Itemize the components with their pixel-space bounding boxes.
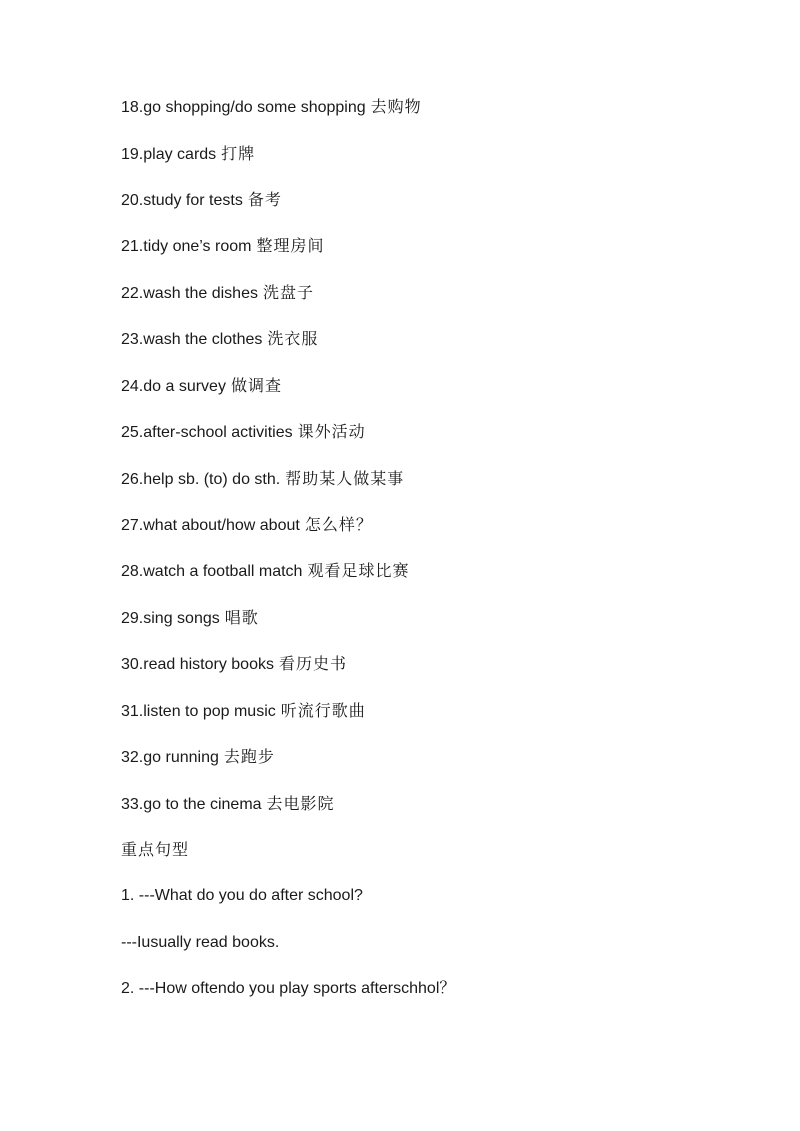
vocab-item-27 — [121, 515, 373, 536]
vocab-chinese: 怎么样？ — [304, 515, 373, 534]
vocab-english: 19.play cards — [121, 146, 217, 163]
vocab-english: 22.wash the dishes — [121, 285, 258, 302]
vocab-item-25 — [121, 422, 366, 443]
vocab-item-20 — [121, 190, 282, 211]
vocab-item-24 — [121, 376, 282, 397]
vocab-english: 23.wash the clothes — [121, 331, 263, 348]
vocab-chinese: 洗衣服 — [267, 329, 319, 348]
vocab-item-19 — [121, 144, 255, 165]
vocab-english: 29.sing songs — [121, 610, 220, 627]
vocab-chinese: 唱歌 — [224, 608, 259, 627]
vocab-english: 28.watch a football match — [121, 563, 303, 580]
vocab-chinese: 打牌 — [221, 144, 256, 163]
vocab-item-29 — [121, 608, 259, 629]
vocab-english: 31.listen to pop music — [121, 703, 276, 720]
vocab-english: 20.study for tests — [121, 192, 243, 209]
vocab-chinese: 去跑步 — [223, 747, 275, 766]
vocab-chinese: 整理房间 — [256, 236, 325, 255]
vocab-english: 30.read history books — [121, 656, 274, 673]
section-heading: 重点句型 — [121, 840, 190, 859]
vocab-chinese: 观看足球比赛 — [307, 561, 410, 580]
vocab-english: 32.go running — [121, 749, 219, 766]
vocab-chinese: 做调查 — [230, 376, 282, 395]
vocab-english: 18.go shopping/do some shopping — [121, 99, 366, 116]
sentence-1-question: 1. ---What do you do after school? — [121, 887, 363, 904]
sentence-1-answer: ---Iusually read books. — [121, 934, 280, 951]
vocab-chinese: 帮助某人做某事 — [285, 469, 405, 488]
vocab-english: 25.after-school activities — [121, 424, 293, 441]
vocab-chinese: 备考 — [247, 190, 282, 209]
vocab-chinese: 课外活动 — [297, 422, 366, 441]
vocab-chinese: 听流行歌曲 — [280, 701, 366, 720]
vocab-item-26 — [121, 469, 404, 490]
sentence-2-question: 2. ---How oftendo you play sports afterschhol？ — [121, 980, 456, 997]
vocab-english: 24.do a survey — [121, 378, 226, 395]
vocab-english: 27.what about/how about — [121, 517, 300, 534]
vocab-item-30 — [121, 654, 347, 675]
vocab-item-18 — [121, 97, 422, 118]
vocab-chinese: 去购物 — [370, 97, 422, 116]
vocab-item-23 — [121, 329, 318, 350]
vocab-item-32 — [121, 747, 275, 768]
vocab-english: 26.help sb. (to) do sth. — [121, 471, 281, 488]
vocab-chinese: 看历史书 — [278, 654, 347, 673]
vocab-chinese: 洗盘子 — [262, 283, 314, 302]
vocab-item-21 — [121, 236, 324, 257]
vocab-english: 33.go to the cinema — [121, 796, 262, 813]
vocab-chinese: 去电影院 — [266, 794, 335, 813]
vocab-item-28 — [121, 561, 409, 582]
vocab-item-31 — [121, 701, 366, 722]
vocab-item-33 — [121, 794, 335, 815]
vocab-english: 21.tidy one’s room — [121, 238, 252, 255]
vocab-item-22 — [121, 283, 314, 304]
